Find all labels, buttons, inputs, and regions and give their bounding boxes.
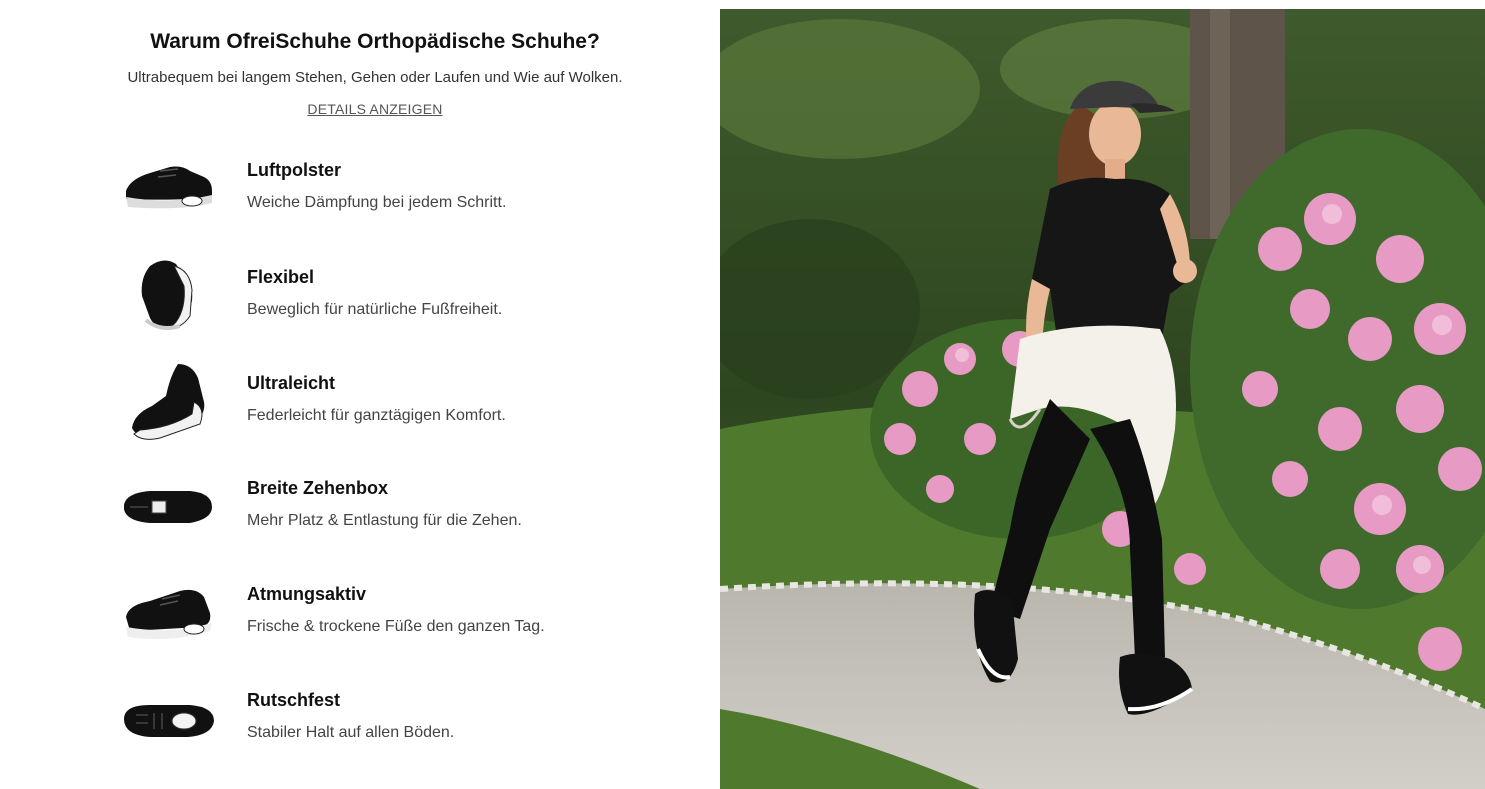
feature-title: Luftpolster — [247, 160, 341, 180]
feature-description: Mehr Platz & Entlastung für die Zehen. — [247, 512, 522, 529]
feature-title: Breite Zehenbox — [247, 478, 389, 498]
feature-item-ultraleicht — [120, 362, 680, 452]
feature-item-flexibel — [120, 256, 680, 346]
feature-title: Atmungsaktiv — [247, 584, 367, 604]
details-container — [0, 101, 750, 119]
section-subtitle: Ultrabequem bei langem Stehen, Gehen oder Laufen und Wie auf Wolken. — [127, 69, 623, 86]
feature-item-luftpolster — [120, 149, 680, 239]
shoe-angle-icon — [120, 362, 216, 452]
feature-item-rutschfest — [120, 679, 680, 769]
shoe-flex-icon — [120, 256, 216, 346]
shoe-top-icon — [120, 467, 216, 557]
shoe-breathable-icon — [120, 573, 216, 663]
shoe-sole-icon — [120, 679, 216, 769]
feature-description: Beweglich für natürliche Fußfreiheit. — [247, 301, 503, 318]
feature-description: Weiche Dämpfung bei jedem Schritt. — [247, 194, 507, 211]
feature-description: Frische & trockene Füße den ganzen Tag. — [247, 618, 545, 635]
details-link[interactable]: DETAILS ANZEIGEN — [307, 101, 443, 117]
feature-item-atmungsaktiv — [120, 573, 680, 663]
feature-item-breite-zehenbox — [120, 467, 680, 557]
section-title: Warum OfreiSchuhe Orthopädische Schuhe? — [150, 30, 600, 53]
shoe-side-icon — [120, 149, 216, 239]
feature-title: Flexibel — [247, 267, 315, 287]
woman-jogging-photo — [720, 9, 1485, 789]
feature-description: Stabiler Halt auf allen Böden. — [247, 724, 455, 741]
feature-description: Federleicht für ganztägigen Komfort. — [247, 407, 506, 424]
feature-title: Ultraleicht — [247, 373, 336, 393]
features-panel — [0, 0, 720, 789]
feature-title: Rutschfest — [247, 690, 341, 710]
